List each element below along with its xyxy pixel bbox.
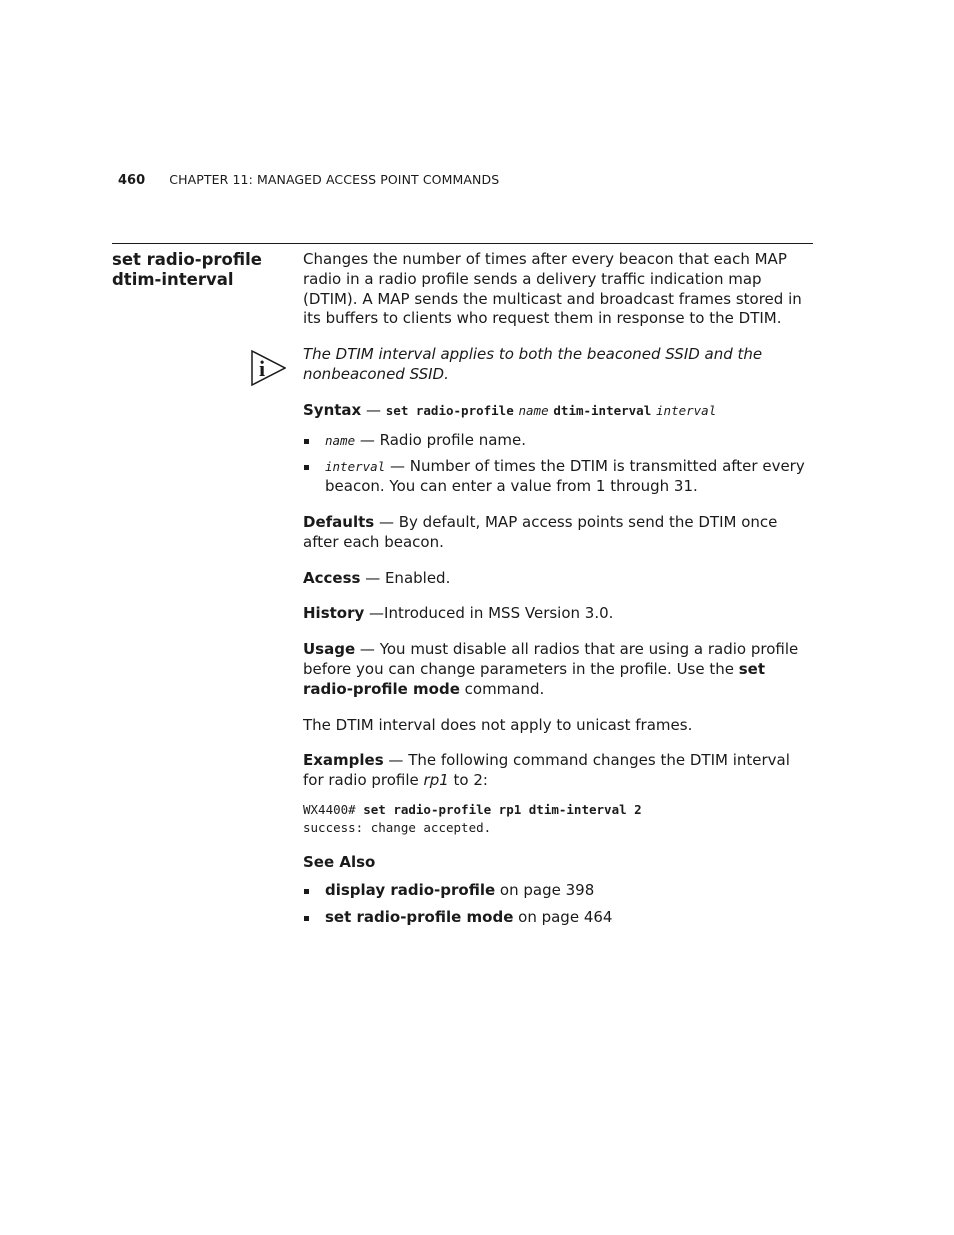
usage-text-2: command. — [459, 679, 545, 698]
svg-text:i: i — [259, 356, 266, 381]
usage-command: set radio-profile mode — [303, 659, 766, 698]
defaults-paragraph — [303, 513, 815, 553]
access-label: Access — [303, 568, 361, 587]
syntax-arg-interval: interval — [656, 402, 717, 418]
usage-text-1: — You must disable all radios that are using a radio profile before you can change parameters in the profile. Use the — [303, 640, 799, 678]
access-paragraph — [303, 569, 815, 589]
info-icon — [250, 350, 286, 386]
examples-text-1: — The following command changes the DTIM interval for radio profile — [303, 751, 790, 790]
defaults-text: — By default, MAP access points send the DTIM once after each beacon. — [303, 512, 778, 551]
defaults-label: Defaults — [303, 512, 375, 531]
syntax-command-1: set radio-profile — [385, 402, 514, 418]
code-output: success: change accepted. — [303, 819, 492, 835]
syntax-arg-name: name — [518, 402, 549, 418]
examples-paragraph — [303, 751, 815, 791]
page-number: 460 — [118, 173, 146, 188]
history-paragraph — [303, 604, 815, 624]
param-desc: — Radio profile name. — [355, 430, 527, 449]
list-item — [303, 457, 815, 497]
note-paragraph: The DTIM interval applies to both the beaconed SSID and the nonbeaconed SSID. — [303, 345, 763, 383]
param-desc: — Number of times the DTIM is transmitted after every beacon. You can enter a value from 1 through 31. — [325, 457, 805, 496]
see-also-link[interactable]: set radio-profile mode — [325, 907, 514, 926]
command-title-line1: set radio-profile — [112, 250, 262, 269]
see-also-heading: See Also — [303, 852, 376, 871]
syntax-label: Syntax — [303, 400, 362, 419]
section-rule — [112, 243, 813, 244]
see-also-link[interactable]: display radio-profile — [325, 880, 496, 899]
examples-label: Examples — [303, 751, 384, 770]
syntax-paragraph — [303, 401, 815, 421]
main-content — [303, 250, 815, 943]
param-name: name — [325, 432, 356, 448]
command-title-line2: dtim-interval — [112, 270, 234, 289]
chapter-title: CHAPTER 11: MANAGED ACCESS POINT COMMANDS — [169, 172, 500, 187]
unicast-paragraph: The DTIM interval does not apply to unicast frames. — [303, 715, 693, 734]
history-label: History — [303, 604, 365, 623]
code-command: set radio-profile rp1 dtim-interval 2 — [363, 801, 642, 817]
examples-profile: rp1 — [423, 771, 449, 790]
param-name: interval — [325, 459, 386, 475]
syntax-command-2: dtim-interval — [553, 402, 652, 418]
command-title — [112, 250, 292, 290]
see-also-list — [303, 881, 815, 928]
intro-paragraph: Changes the number of times after every beacon that each MAP radio in a radio profile sends a delivery traffic indication map (DTIM). A MAP sends the multicast and broadcast frames stored in its buffers to clients who request them in response to the DTIM. — [303, 250, 802, 328]
see-also-page: on page 464 — [513, 907, 613, 926]
usage-label: Usage — [303, 640, 356, 659]
running-header — [118, 172, 499, 188]
see-also-item[interactable] — [303, 881, 815, 901]
history-text: —Introduced in MSS Version 3.0. — [364, 604, 614, 623]
list-item — [303, 431, 815, 451]
usage-paragraph — [303, 640, 815, 699]
parameter-list — [303, 431, 815, 497]
see-also-page: on page 398 — [495, 880, 595, 899]
access-text: — Enabled. — [360, 568, 451, 587]
code-prompt: WX4400# — [303, 801, 364, 817]
syntax-separator: — — [361, 400, 386, 419]
see-also-item[interactable] — [303, 908, 815, 928]
code-example — [303, 801, 815, 837]
examples-text-2: to 2: — [448, 771, 488, 790]
